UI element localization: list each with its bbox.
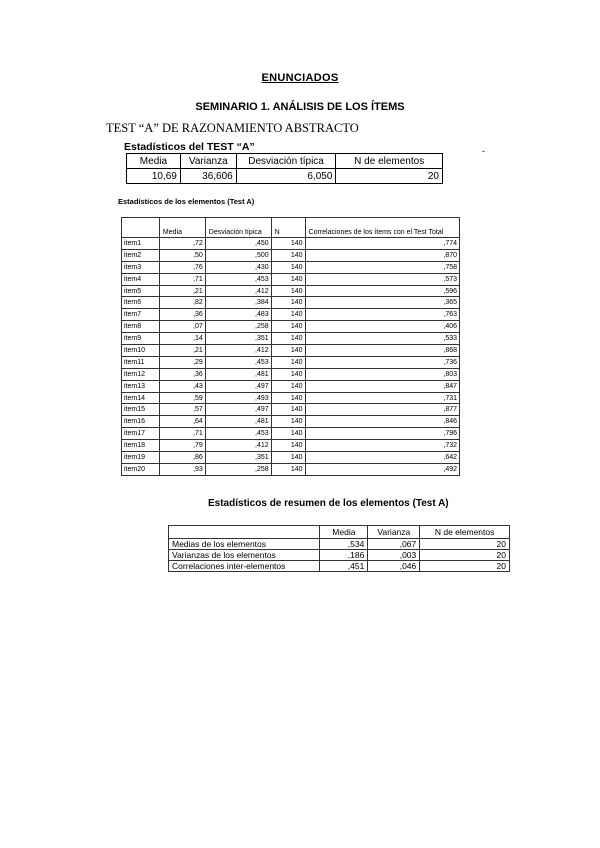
item-row: [122, 416, 460, 428]
summary-cell: 20: [420, 550, 510, 561]
item-cell: ,93: [159, 463, 205, 475]
item-cell: ,803: [305, 368, 459, 380]
summary-cell-label: Correlaciones inter-elementos: [169, 561, 320, 572]
item-cell: ,430: [205, 261, 271, 273]
test-stats-header-row: [127, 154, 443, 169]
item-cell: 140: [271, 463, 305, 475]
summary-cell: 20: [420, 539, 510, 550]
item-cell-label: item20: [122, 463, 160, 475]
seminar-heading: SEMINARIO 1. ANÁLISIS DE LOS ÍTEMS: [195, 101, 405, 113]
item-cell: 140: [271, 356, 305, 368]
summary-cell: ,534: [320, 539, 368, 550]
item-cell: 140: [271, 368, 305, 380]
item-cell: ,492: [305, 463, 459, 475]
item-cell: ,50: [159, 249, 205, 261]
item-cell: ,758: [305, 261, 459, 273]
item-cell: ,500: [205, 249, 271, 261]
item-row: [122, 273, 460, 285]
item-cell-label: item13: [122, 380, 160, 392]
item-row: [122, 261, 460, 273]
test-stats-value-row: [127, 169, 443, 184]
item-cell: ,732: [305, 440, 459, 452]
summary-stats-caption: Estadísticos de resumen de los elementos (Test A): [208, 498, 449, 509]
item-cell: ,36: [159, 309, 205, 321]
item-cell: 140: [271, 321, 305, 333]
item-cell: ,868: [305, 345, 459, 357]
item-cell: 140: [271, 345, 305, 357]
item-stats-header-cell: Correlaciones de los ítems con el Test Total: [305, 218, 459, 238]
item-cell-label: item17: [122, 428, 160, 440]
item-cell: ,483: [205, 309, 271, 321]
item-row: [122, 297, 460, 309]
item-cell-label: item16: [122, 416, 160, 428]
item-cell: 140: [271, 333, 305, 345]
summary-stats-header-cell: Media: [320, 526, 368, 539]
item-cell: ,763: [305, 309, 459, 321]
item-cell: ,481: [205, 416, 271, 428]
item-cell: 140: [271, 273, 305, 285]
item-cell-label: item14: [122, 392, 160, 404]
item-cell: ,412: [205, 345, 271, 357]
item-row: [122, 440, 460, 452]
item-cell: ,76: [159, 261, 205, 273]
item-cell: 140: [271, 452, 305, 464]
item-stats-caption: Estadísticos de los elementos (Test A): [118, 197, 255, 206]
item-cell: ,877: [305, 404, 459, 416]
item-cell-label: item3: [122, 261, 160, 273]
item-cell: ,796: [305, 428, 459, 440]
item-cell: ,412: [205, 440, 271, 452]
test-stats-header-cell: Desviación típica: [236, 154, 336, 169]
item-cell-label: item6: [122, 297, 160, 309]
item-stats-table: [121, 217, 460, 476]
item-cell-label: item4: [122, 273, 160, 285]
item-stats-header-cell: N: [271, 218, 305, 238]
test-stats-value-cell: 36,606: [180, 169, 236, 184]
test-stats-header-cell: Varianza: [180, 154, 236, 169]
item-cell: ,71: [159, 273, 205, 285]
item-cell-label: item11: [122, 356, 160, 368]
item-cell: ,573: [305, 273, 459, 285]
item-cell-label: item12: [122, 368, 160, 380]
item-cell: ,596: [305, 285, 459, 297]
item-cell: ,21: [159, 345, 205, 357]
item-stats-body: [122, 238, 460, 476]
item-cell: ,351: [205, 452, 271, 464]
item-cell: ,86: [159, 452, 205, 464]
item-cell-label: item10: [122, 345, 160, 357]
item-cell: ,79: [159, 440, 205, 452]
item-stats-header-cell: Desviación típica: [205, 218, 271, 238]
item-cell: ,453: [205, 273, 271, 285]
item-stats-header-cell: [122, 218, 160, 238]
document-title: ENUNCIADOS: [261, 72, 339, 84]
item-cell: ,497: [205, 380, 271, 392]
item-stats-header-row: [122, 218, 460, 238]
item-cell-label: item5: [122, 285, 160, 297]
item-cell: ,351: [205, 333, 271, 345]
item-cell-label: item1: [122, 238, 160, 250]
item-cell: 140: [271, 404, 305, 416]
item-cell-label: item8: [122, 321, 160, 333]
item-row: [122, 428, 460, 440]
item-row: [122, 333, 460, 345]
item-row: [122, 392, 460, 404]
item-cell: ,43: [159, 380, 205, 392]
item-cell: 140: [271, 392, 305, 404]
item-row: [122, 238, 460, 250]
item-cell: 140: [271, 428, 305, 440]
item-cell: ,72: [159, 238, 205, 250]
item-cell: ,59: [159, 392, 205, 404]
item-cell-label: item2: [122, 249, 160, 261]
item-cell: 140: [271, 297, 305, 309]
item-cell: ,493: [205, 392, 271, 404]
item-cell: ,29: [159, 356, 205, 368]
item-cell: ,497: [205, 404, 271, 416]
item-cell: 140: [271, 249, 305, 261]
item-row: [122, 249, 460, 261]
item-cell: ,450: [205, 238, 271, 250]
summary-stats-body: [169, 539, 510, 572]
summary-cell-label: Medias de los elementos: [169, 539, 320, 550]
summary-stats-header-row: [169, 526, 510, 539]
test-stats-value-cell: 10,69: [127, 169, 181, 184]
item-cell: ,847: [305, 380, 459, 392]
stray-mark: -: [482, 146, 485, 156]
test-stats-table: [126, 153, 443, 184]
summary-cell-label: Varianzas de los elementos: [169, 550, 320, 561]
item-cell: ,846: [305, 416, 459, 428]
item-cell: ,384: [205, 297, 271, 309]
item-cell: ,406: [305, 321, 459, 333]
item-cell-label: item9: [122, 333, 160, 345]
item-cell: ,870: [305, 249, 459, 261]
item-cell: 140: [271, 261, 305, 273]
item-cell: ,365: [305, 297, 459, 309]
item-row: [122, 285, 460, 297]
summary-stats-header-cell: N de elementos: [420, 526, 510, 539]
item-cell: ,731: [305, 392, 459, 404]
item-cell: 140: [271, 238, 305, 250]
item-row: [122, 463, 460, 475]
summary-cell: ,003: [368, 550, 420, 561]
item-cell-label: item15: [122, 404, 160, 416]
item-cell-label: item18: [122, 440, 160, 452]
item-cell-label: item7: [122, 309, 160, 321]
summary-row: [169, 561, 510, 572]
item-cell: ,642: [305, 452, 459, 464]
summary-stats-header-cell: [169, 526, 320, 539]
item-cell: ,533: [305, 333, 459, 345]
item-cell: 140: [271, 380, 305, 392]
test-stats-header-cell: N de elementos: [336, 154, 443, 169]
item-cell: ,774: [305, 238, 459, 250]
item-cell: ,21: [159, 285, 205, 297]
test-stats-header-cell: Media: [127, 154, 181, 169]
item-cell: 140: [271, 416, 305, 428]
item-cell: ,82: [159, 297, 205, 309]
item-cell: ,736: [305, 356, 459, 368]
summary-cell: ,451: [320, 561, 368, 572]
item-row: [122, 452, 460, 464]
item-cell: ,14: [159, 333, 205, 345]
item-cell: ,64: [159, 416, 205, 428]
item-cell: 140: [271, 285, 305, 297]
item-cell: ,258: [205, 463, 271, 475]
item-cell: ,453: [205, 428, 271, 440]
item-row: [122, 321, 460, 333]
summary-cell: 20: [420, 561, 510, 572]
item-cell: ,71: [159, 428, 205, 440]
item-stats-header-cell: Media: [159, 218, 205, 238]
item-cell: ,258: [205, 321, 271, 333]
item-cell: ,57: [159, 404, 205, 416]
summary-stats-header-cell: Varianza: [368, 526, 420, 539]
item-cell: 140: [271, 440, 305, 452]
item-row: [122, 309, 460, 321]
item-row: [122, 345, 460, 357]
item-cell: ,481: [205, 368, 271, 380]
item-row: [122, 356, 460, 368]
summary-cell: ,046: [368, 561, 420, 572]
summary-stats-table: [168, 525, 510, 572]
item-cell: ,412: [205, 285, 271, 297]
item-row: [122, 368, 460, 380]
summary-cell: ,186: [320, 550, 368, 561]
item-row: [122, 404, 460, 416]
test-stats-value-cell: 20: [336, 169, 443, 184]
summary-cell: ,067: [368, 539, 420, 550]
test-stats-value-cell: 6,050: [236, 169, 336, 184]
item-cell: 140: [271, 309, 305, 321]
item-cell: ,36: [159, 368, 205, 380]
summary-row: [169, 539, 510, 550]
summary-row: [169, 550, 510, 561]
item-row: [122, 380, 460, 392]
test-stats-caption: Estadísticos del TEST “A”: [124, 141, 255, 153]
item-cell: ,07: [159, 321, 205, 333]
item-cell: ,453: [205, 356, 271, 368]
test-subtitle: TEST “A” DE RAZONAMIENTO ABSTRACTO: [106, 121, 359, 135]
item-cell-label: item19: [122, 452, 160, 464]
